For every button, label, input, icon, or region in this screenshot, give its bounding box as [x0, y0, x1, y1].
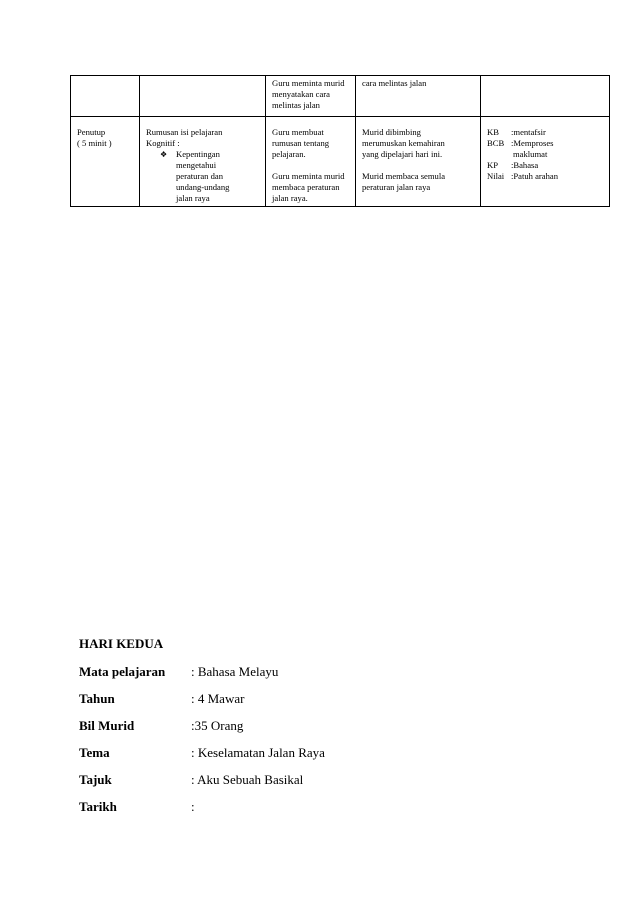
skill-value: :Memproses	[511, 138, 554, 148]
table-cell	[266, 117, 356, 207]
field-label: Tahun	[79, 691, 115, 706]
skill-key: KP	[487, 160, 498, 170]
cell-line: merumuskan kemahiran	[362, 138, 445, 148]
table-cell	[481, 76, 610, 117]
skill-value: maklumat	[513, 149, 548, 159]
field-label: Tajuk	[79, 772, 112, 787]
field-value: : Keselamatan Jalan Raya	[191, 745, 325, 760]
cell-line: pelajaran.	[272, 149, 306, 159]
table-cell	[71, 117, 140, 207]
table-cell	[140, 76, 266, 117]
field-label: Bil Murid	[79, 718, 135, 733]
table-row	[71, 117, 610, 207]
cell-line: Murid membaca semula	[362, 171, 446, 181]
table-row	[71, 76, 610, 117]
field-label: Mata pelajaran	[79, 664, 166, 679]
skill-item	[487, 127, 603, 138]
skill-item	[487, 171, 603, 182]
cell-line: jalan raya	[176, 193, 210, 203]
field-value: : 4 Mawar	[191, 691, 245, 706]
table-cell	[140, 117, 266, 207]
diamond-bullet-icon: ❖	[160, 150, 168, 159]
skill-item	[487, 138, 603, 149]
cell-line: peraturan dan	[176, 171, 224, 181]
cell-line: membaca peraturan	[272, 182, 340, 192]
cell-line: Rumusan isi pelajaran	[146, 127, 223, 137]
cell-line: mengetahui	[176, 160, 217, 170]
bullet-item	[146, 149, 259, 160]
field-value: : Bahasa Melayu	[191, 664, 279, 679]
table-cell	[266, 76, 356, 117]
cell-line: Kepentingan	[176, 149, 220, 159]
cell-line: yang dipelajari hari ini.	[362, 149, 443, 159]
table-cell	[481, 117, 610, 207]
field-value: :	[191, 799, 195, 814]
cell-line: Guru meminta murid	[272, 171, 345, 181]
skill-key: BCB	[487, 138, 505, 148]
cell-line: undang-undang	[176, 182, 230, 192]
lesson-plan-table	[70, 75, 610, 207]
cell-line: peraturan jalan raya	[362, 182, 431, 192]
skill-item	[487, 149, 603, 160]
field-label: Tema	[79, 745, 110, 760]
cell-line: melintas jalan	[272, 100, 320, 110]
day-title: HARI KEDUA	[79, 636, 164, 651]
skill-value: :Bahasa	[511, 160, 539, 170]
cell-line: cara melintas jalan	[362, 78, 427, 88]
field-value: :35 Orang	[191, 718, 244, 733]
cell-line: jalan raya.	[272, 193, 308, 203]
phase-duration: ( 5 minit )	[77, 138, 112, 148]
cell-line: Guru membuat	[272, 127, 324, 137]
skill-value: :Patuh arahan	[511, 171, 559, 181]
table-cell	[71, 76, 140, 117]
skill-item	[487, 160, 603, 171]
skill-key: KB	[487, 127, 499, 137]
phase-label: Penutup	[77, 127, 106, 137]
cell-line: rumusan tentang	[272, 138, 330, 148]
table-cell	[356, 76, 481, 117]
cell-line: Guru meminta murid	[272, 78, 345, 88]
table-cell	[356, 117, 481, 207]
cell-line: Kognitif :	[146, 138, 180, 148]
field-value: : Aku Sebuah Basikal	[191, 772, 304, 787]
skill-key: Nilai	[487, 171, 505, 181]
field-label: Tarikh	[79, 799, 117, 814]
cell-line: Murid dibimbing	[362, 127, 421, 137]
cell-line: menyatakan cara	[272, 89, 330, 99]
skill-value: :mentafsir	[511, 127, 546, 137]
